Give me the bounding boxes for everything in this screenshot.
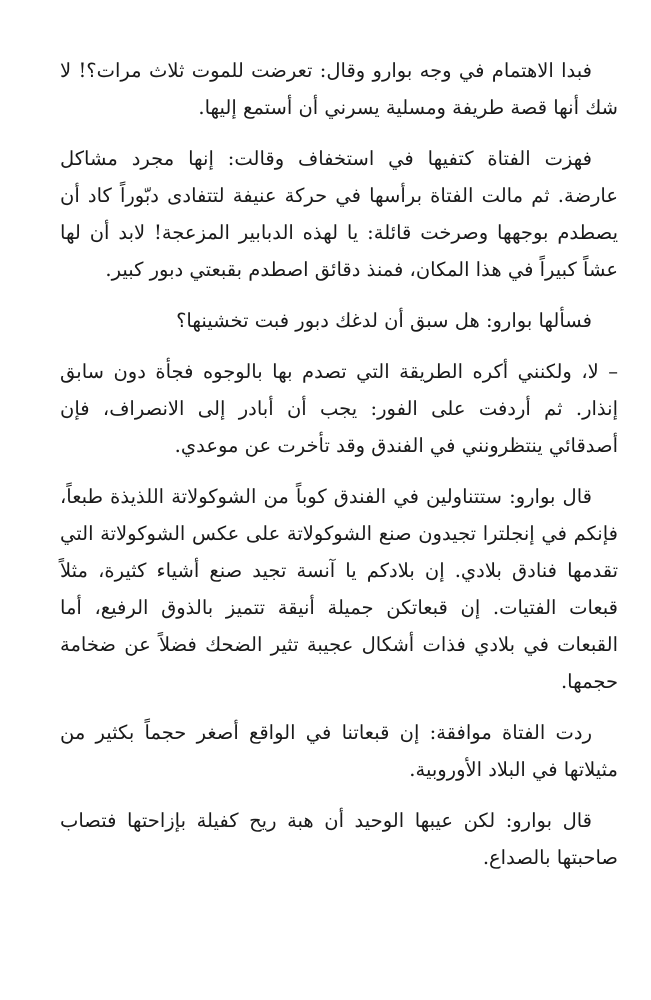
paragraph-4: – لا، ولكنني أكره الطريقة التي تصدم بها بالوجوه فجأة دون سابق إنذار. ثم أردفت على الفور: يجب أن أبادر إلى الانصراف، فإن أصدقائي ينتظرونني في الفندق وقد تأخرت عن موعدي. [60,360,618,457]
document-page [60,52,618,890]
paragraph-3: فسألها بوارو: هل سبق أن لدغك دبور فبت تخشينها؟ [176,309,592,332]
paragraph-7: قال بوارو: لكن عيبها الوحيد أن هبة ريح كفيلة بإزاحتها فتصاب صاحبتها بالصداع. [60,809,618,869]
paragraph-5: قال بوارو: ستتناولين في الفندق كوباً من الشوكولاتة اللذيذة طبعاً، فإنكم في إنجلترا تجيدون صنع الشوكولاتة على عكس الشوكولاتة التي تقدمها فنادق بلادي. إن بلادكم يا آنسة تجيد صنع أشياء كثيرة، مثلاً قبعات الفتيات. إن قبعاتكن جميلة أنيقة تتميز بالذوق الرفيع، أما القبعات في بلادي فذات أشكال عجيبة تثير الضحك فضلاً عن ضخامة حجمها. [60,485,618,693]
paragraph-2: فهزت الفتاة كتفيها في استخفاف وقالت: إنها مجرد مشاكل عارضة. ثم مالت الفتاة برأسها في حركة عنيفة لتتفادى دبّوراً كاد أن يصطدم بوجهها وصرخت قائلة: يا لهذه الدبابير المزعجة! لابد أن لها عشاً كبيراً في هذا المكان، فمنذ دقائق اصطدم بقبعتي دبور كبير. [60,147,618,281]
paragraph-6: ردت الفتاة موافقة: إن قبعاتنا في الواقع أصغر حجماً بكثير من مثيلاتها في البلاد الأوروبية. [60,721,618,781]
paragraph-1: فبدا الاهتمام في وجه بوارو وقال: تعرضت للموت ثلاث مرات؟! لا شك أنها قصة طريفة ومسلية يسرني أن أستمع إليها. [60,59,618,119]
